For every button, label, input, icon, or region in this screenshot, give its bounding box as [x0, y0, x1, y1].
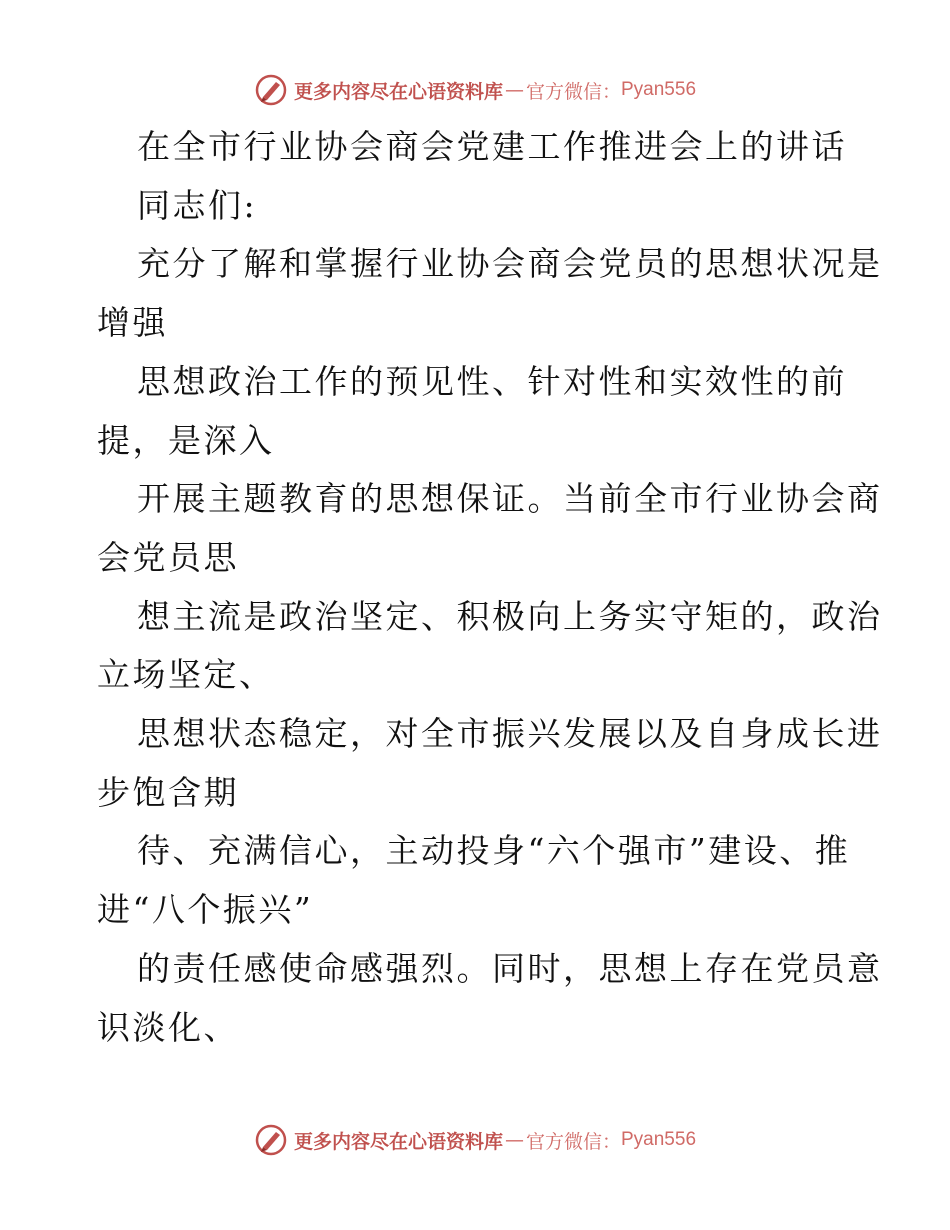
paragraph-line: 想主流是政治坚定、积极向上务实守矩的，政治: [137, 597, 883, 636]
paragraph-continuation-line: 提，是深入: [97, 421, 275, 460]
paragraph-continuation-line: 步饱含期: [97, 773, 239, 812]
watermark-dash: —: [504, 79, 524, 101]
paragraph-continuation-line: 识淡化、: [97, 1008, 239, 1047]
paragraph-continuation-line: 立场坚定、: [97, 655, 275, 694]
watermark-wechat-label: 官方微信：: [525, 1130, 621, 1153]
paragraph-line: 开展主题教育的思想保证。当前全市行业协会商: [137, 479, 883, 518]
paragraph-line: 思想政治工作的预见性、针对性和实效性的前: [137, 362, 847, 401]
paragraph-continuation-line: 进“八个振兴”: [97, 890, 314, 929]
watermark-wechat-id: Pyan556: [621, 79, 697, 100]
paragraph-continuation-line: 增强: [97, 303, 168, 342]
header-watermark: [0, 70, 950, 110]
watermark-wechat-label: 官方微信：: [525, 80, 621, 103]
paragraph-line: 同志们:: [137, 186, 258, 225]
paragraph-line: 待、充满信心，主动投身“六个强市”建设、推: [137, 831, 851, 870]
paragraph-line: 的责任感使命感强烈。同时，思想上存在党员意: [137, 949, 883, 988]
watermark-brand: 更多内容尽在心语资料库: [293, 80, 503, 103]
paragraph-line: 思想状态稳定，对全市振兴发展以及自身成长进: [137, 714, 883, 753]
pen-logo-icon: [254, 73, 288, 107]
watermark-brand: 更多内容尽在心语资料库: [293, 1130, 503, 1153]
watermark-dash: —: [504, 1129, 524, 1151]
paragraph-line: 在全市行业协会商会党建工作推进会上的讲话: [137, 127, 847, 166]
paragraph-line: 充分了解和掌握行业协会商会党员的思想状况是: [137, 244, 883, 283]
paragraph-continuation-line: 会党员思: [97, 538, 239, 577]
pen-logo-icon: [254, 1123, 288, 1157]
footer-watermark: [0, 1120, 950, 1160]
watermark-wechat-id: Pyan556: [621, 1129, 697, 1150]
